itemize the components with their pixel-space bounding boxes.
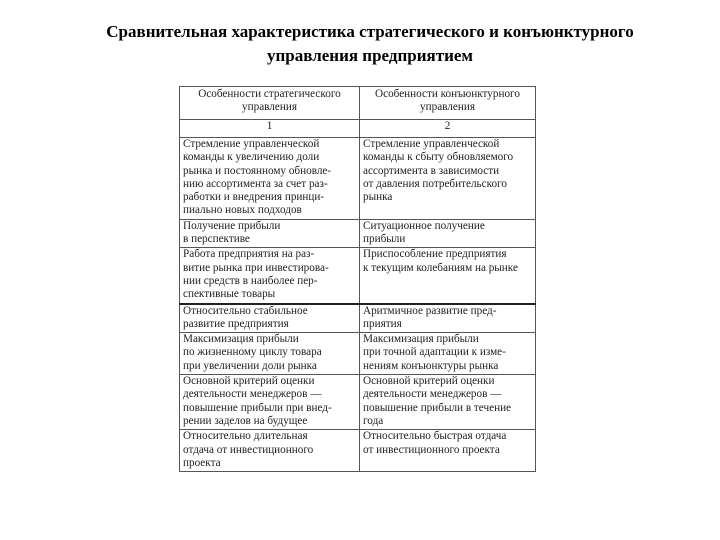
cell-text-line: к текущим колебаниям на рынке: [363, 261, 518, 274]
cell-text-line: отдача от инвестиционного: [183, 443, 314, 456]
header-strategic: [180, 87, 360, 120]
cell-text-line: Получение прибыли: [183, 219, 281, 232]
cell-text-line: Основной критерий оценки: [363, 375, 495, 388]
cell-text-line: Аритмичное развитие пред-: [363, 304, 497, 317]
cell-text-line: Приспособление предприятия: [363, 248, 507, 261]
conjunctural-cell: [360, 333, 536, 375]
title-line-2: управления предприятием: [266, 46, 473, 65]
table-row: [180, 219, 536, 248]
table-row: [180, 430, 536, 472]
cell-text-line: при точной адаптации к изме-: [363, 346, 506, 359]
cell-text-line: ассортимента в зависимости: [363, 164, 500, 177]
conjunctural-cell: [360, 138, 536, 220]
cell-text-line: Ситуационное получение: [363, 219, 485, 232]
header-text: управления: [242, 101, 297, 114]
cell-text-line: Стремление управленческой: [183, 138, 320, 150]
cell-text-line: Относительно быстрая отдача: [363, 430, 507, 443]
table-row: [180, 375, 536, 430]
strategic-cell: [180, 304, 360, 333]
conjunctural-cell: [360, 219, 536, 248]
cell-text-line: деятельности менеджеров —: [363, 388, 502, 401]
cell-text-line: от давления потребительского: [363, 177, 507, 190]
header-text: Особенности стратегического: [198, 88, 341, 100]
cell-text-line: нии средств в наиболее пер-: [183, 274, 318, 287]
cell-text-line: повышение прибыли при внед-: [183, 401, 332, 414]
conjunctural-cell: [360, 304, 536, 333]
cell-text-line: года: [363, 414, 384, 427]
cell-text-line: в перспективе: [183, 233, 250, 246]
title-line-1: Сравнительная характеристика стратегического и конъюнктурного: [106, 22, 634, 41]
column-number-row: [180, 120, 536, 138]
header-text: управления: [420, 101, 475, 114]
column-number: 2: [360, 120, 536, 138]
cell-text-line: Относительно стабильное: [183, 304, 308, 317]
cell-text-line: пиально новых подходов: [183, 204, 302, 217]
column-number: 1: [180, 120, 360, 138]
cell-text-line: рынка: [363, 191, 393, 204]
cell-text-line: по жизненному циклу товара: [183, 346, 322, 359]
cell-text-line: деятельности менеджеров —: [183, 388, 322, 401]
conjunctural-cell: [360, 248, 536, 304]
page-title: [40, 20, 700, 68]
cell-text-line: Максимизация прибыли: [363, 333, 479, 346]
cell-text-line: работки и внедрения принци-: [183, 191, 325, 204]
cell-text-line: команды к увеличению доли: [183, 151, 320, 164]
strategic-cell: [180, 138, 360, 220]
cell-text-line: нию ассортимента за счет раз-: [183, 177, 328, 190]
cell-text-line: Основной критерий оценки: [183, 375, 315, 388]
strategic-cell: [180, 248, 360, 304]
comparison-table: [179, 86, 536, 472]
conjunctural-cell: [360, 375, 536, 430]
table-header-row: [180, 87, 536, 120]
cell-text-line: прибыли: [363, 233, 406, 246]
cell-text-line: рынка и постоянному обновле-: [183, 164, 332, 177]
header-conjunctural: [360, 87, 536, 120]
cell-text-line: при увеличении доли рынка: [183, 359, 317, 372]
strategic-cell: [180, 219, 360, 248]
cell-text-line: Относительно длительная: [183, 430, 308, 443]
cell-text-line: развитие предприятия: [183, 317, 289, 330]
cell-text-line: Максимизация прибыли: [183, 333, 299, 346]
strategic-cell: [180, 333, 360, 375]
cell-text-line: команды к сбыту обновляемого: [363, 151, 514, 164]
cell-text-line: витие рынка при инвестирова-: [183, 261, 329, 274]
cell-text-line: повышение прибыли в течение: [363, 401, 512, 414]
conjunctural-cell: [360, 430, 536, 472]
header-text: Особенности конъюнктурного: [375, 88, 520, 100]
cell-text-line: приятия: [363, 317, 402, 330]
strategic-cell: [180, 430, 360, 472]
cell-text-line: нениям конъюнктуры рынка: [363, 359, 499, 372]
cell-text-line: спективные товары: [183, 288, 276, 301]
table-row: [180, 138, 536, 220]
table-row: [180, 304, 536, 333]
table-row: [180, 333, 536, 375]
cell-text-line: рении заделов на будущее: [183, 414, 308, 427]
cell-text-line: Стремление управленческой: [363, 138, 500, 150]
cell-text-line: от инвестиционного проекта: [363, 443, 500, 456]
table-row: [180, 248, 536, 304]
strategic-cell: [180, 375, 360, 430]
cell-text-line: Работа предприятия на раз-: [183, 248, 315, 261]
cell-text-line: проекта: [183, 456, 221, 469]
